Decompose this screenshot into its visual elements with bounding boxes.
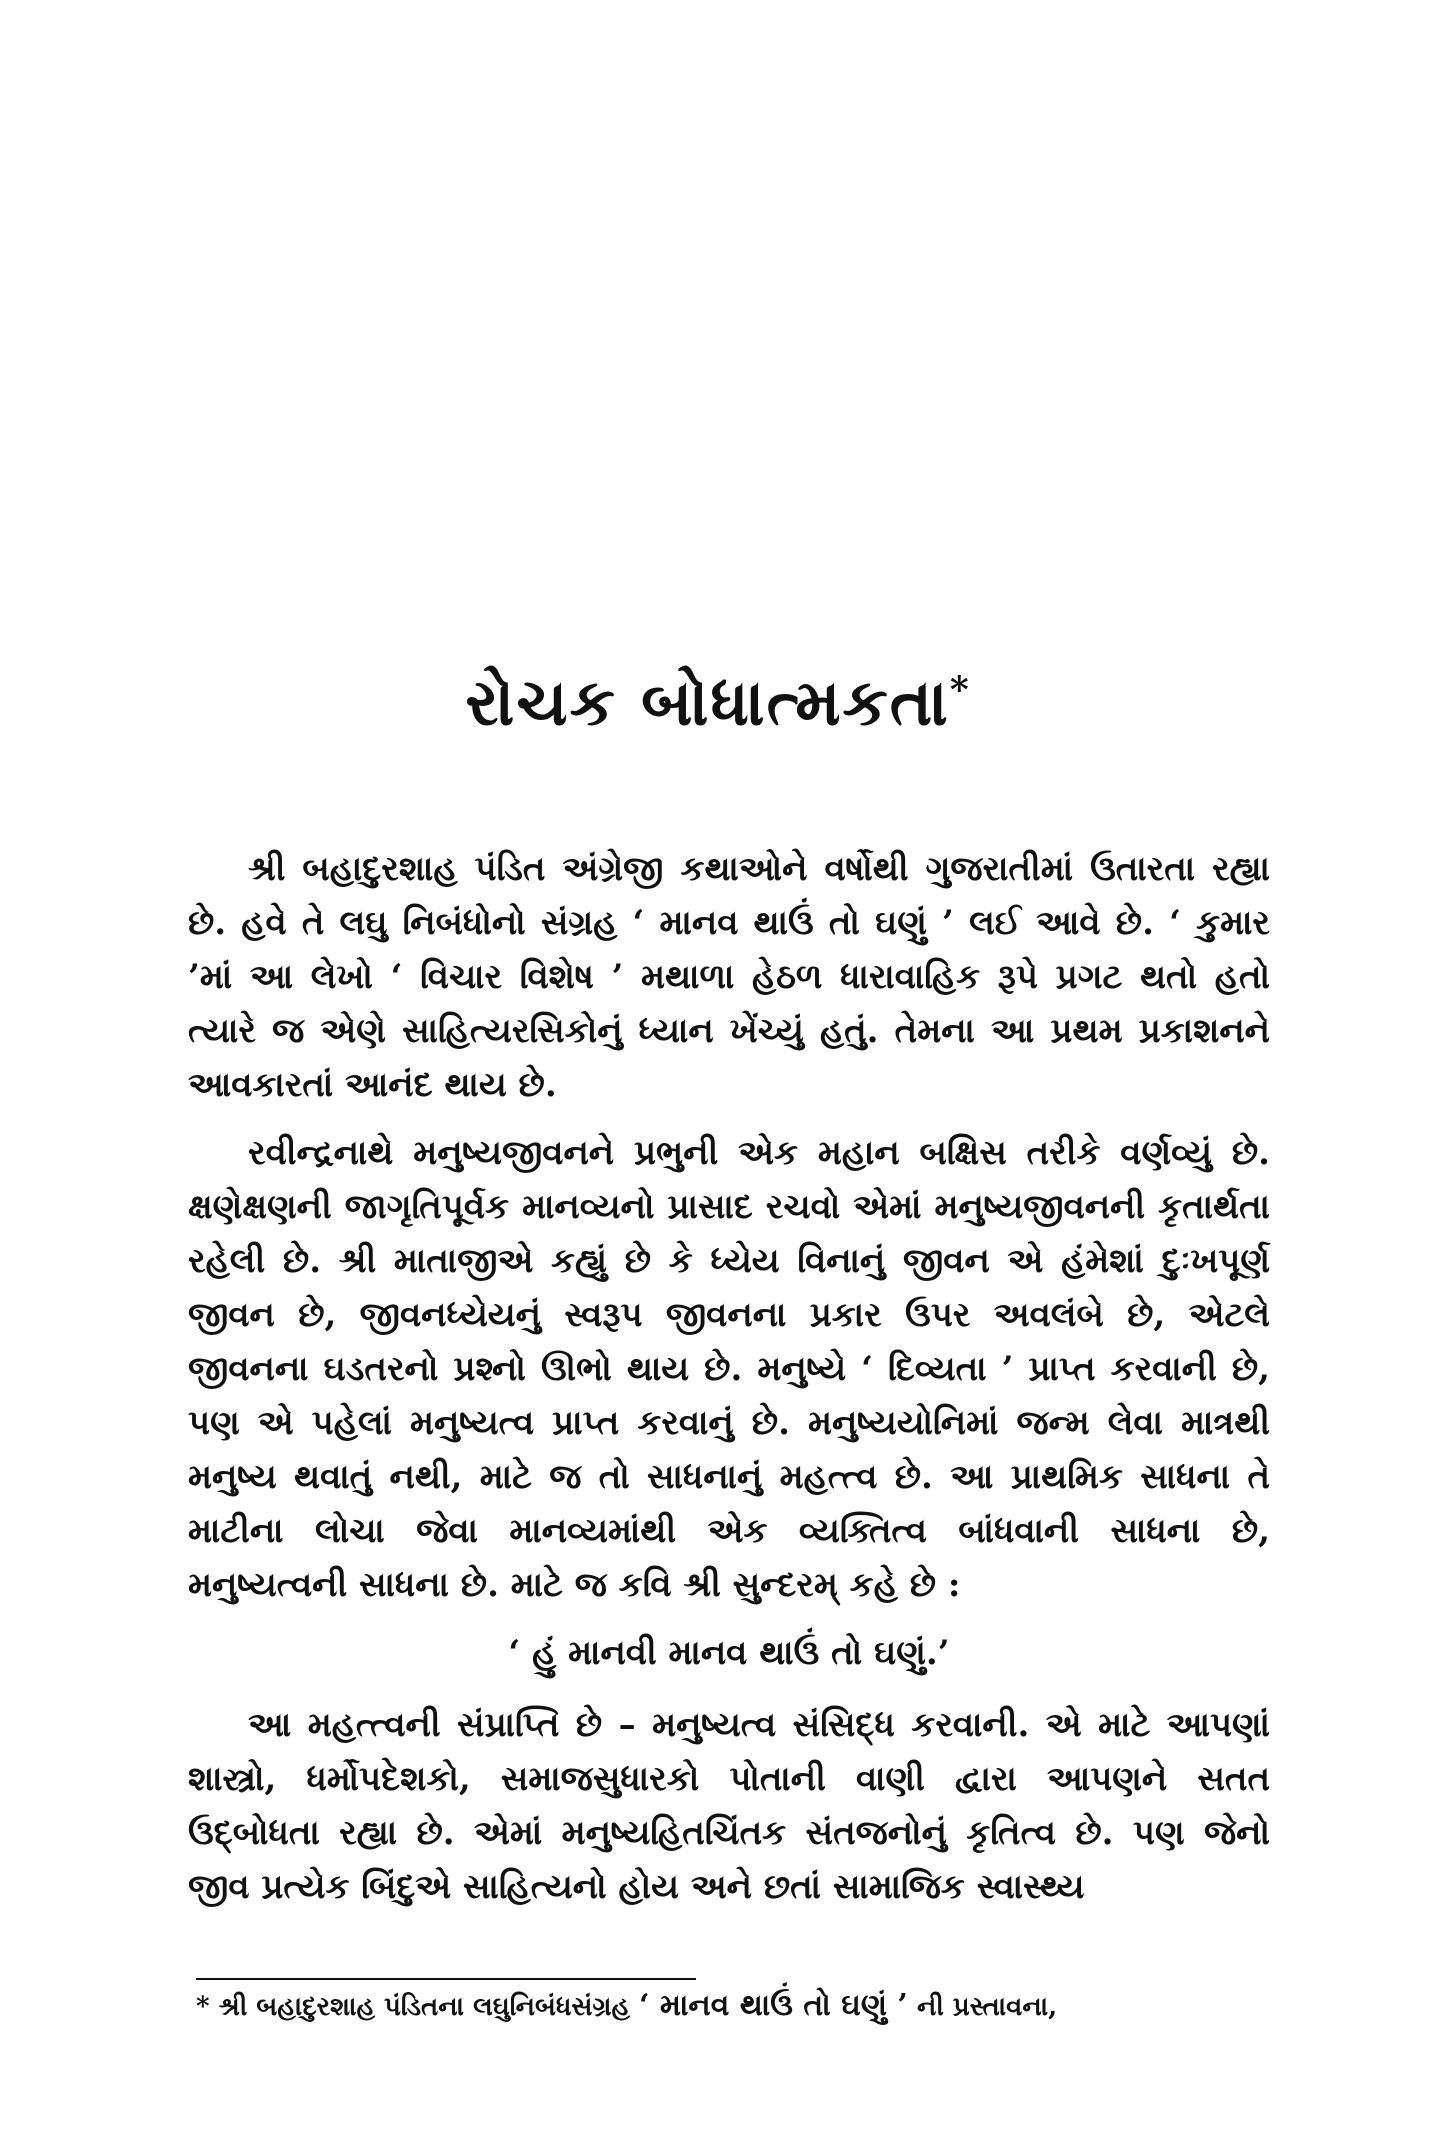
body-text (188, 842, 1270, 1928)
footnote-mark: * (196, 1992, 210, 2022)
paragraph-2: રવીન્દ્રનાથે મનુષ્યજીવનને પ્રભુની એક મહાન બક્ષિસ તરીકે વર્ણવ્યું છે. ક્ષણેક્ષણની જાગૃતિપૂર્વક માનવ્યનો પ્રાસાદ રચવો એમાં મનુષ્યજીવનની કૃતાર્થતા રહેલી છે. શ્રી માતાજીએ કહ્યું છે કે ધ્યેય વિનાનું જીવન એ હંમેશાં દુઃખપૂર્ણ જીવન છે, જીવનધ્યેયનું સ્વરૂપ જીવનના પ્રકાર ઉપર અવલંબે છે, એટલે જીવનના ઘડતરનો પ્રશ્નો ઊભો થાય છે. મનુષ્યે ‘ દિવ્યતા ’ પ્રાપ્ત કરવાની છે, પણ એ પહેલાં મનુષ્યત્વ પ્રાપ્ત કરવાનું છે. મનુષ્યયોનિમાં જન્મ લેવા માત્રથી મનુષ્ય થવાતું નથી, માટે જ તો સાધનાનું મહત્ત્વ છે. આ પ્રાથમિક સાધના તે માટીના લોચા જેવા માનવ્યમાંથી એક વ્યક્તિત્વ બાંધવાની સાધના છે, મનુષ્યત્વની સાધના છે. માટે જ કવિ શ્રી સુન્દરમ્ કહે છે : (188, 1133, 1270, 1605)
chapter-title-text: રોચક બોધાત્મકતા (465, 665, 950, 741)
footnote (196, 1986, 1270, 2027)
footnote-divider (196, 1978, 696, 1980)
footnote-book-title: ‘ માનવ થાઉં તો ઘણું ’ (639, 1988, 908, 2023)
footnote-text-after: ની પ્રસ્તાવના, (916, 1992, 1058, 2022)
footnote-text-before: શ્રી બહાદુરશાહ પંડિતના લઘુનિબંધસંગ્રહ (218, 1992, 630, 2022)
paragraph-3: આ મહત્ત્વની સંપ્રાપ્તિ છે – મનુષ્યત્વ સંસિદ્ધ કરવાની. એ માટે આપણાં શાસ્ત્રો, ધર્મોપદેશકો, સમાજસુધારકો પોતાની વાણી દ્વારા આપણને સતત ઉદ્‌બોધતા રહ્યા છે. એમાં મનુષ્યહિતચિંતક સંતજનોનું કૃતિત્વ છે. પણ જેનો જીવ પ્રત્યેક બિંદુએ સાહિત્યનો હોય અને છતાં સામાજિક સ્વાસ્થ્ય (188, 1705, 1270, 1907)
chapter-title (0, 650, 1436, 743)
footnote-marker: * (949, 669, 971, 711)
paragraph-1: શ્રી બહાદુરશાહ પંડિત અંગ્રેજી કથાઓને વર્ષોથી ગુજરાતીમાં ઉતારતા રહ્યા છે. હવે તે લઘુ નિબંધોનો સંગ્રહ ‘ માનવ થાઉં તો ઘણું ’ લઈ આવે છે. ‘ કુમાર ’માં આ લેખો ‘ વિચાર વિશેષ ’ મથાળા હેઠળ ધારાવાહિક રૂપે પ્રગટ થતો હતો ત્યારે જ એણે સાહિત્યરસિકોનું ધ્યાન ખેંચ્યું હતું. તેમના આ પ્રથમ પ્રકાશનને આવકારતાં આનંદ થાય છે. (188, 849, 1270, 1105)
poem-quote: ‘ હું માનવી માનવ થાઉં તો ઘણું.’ (508, 1633, 950, 1673)
